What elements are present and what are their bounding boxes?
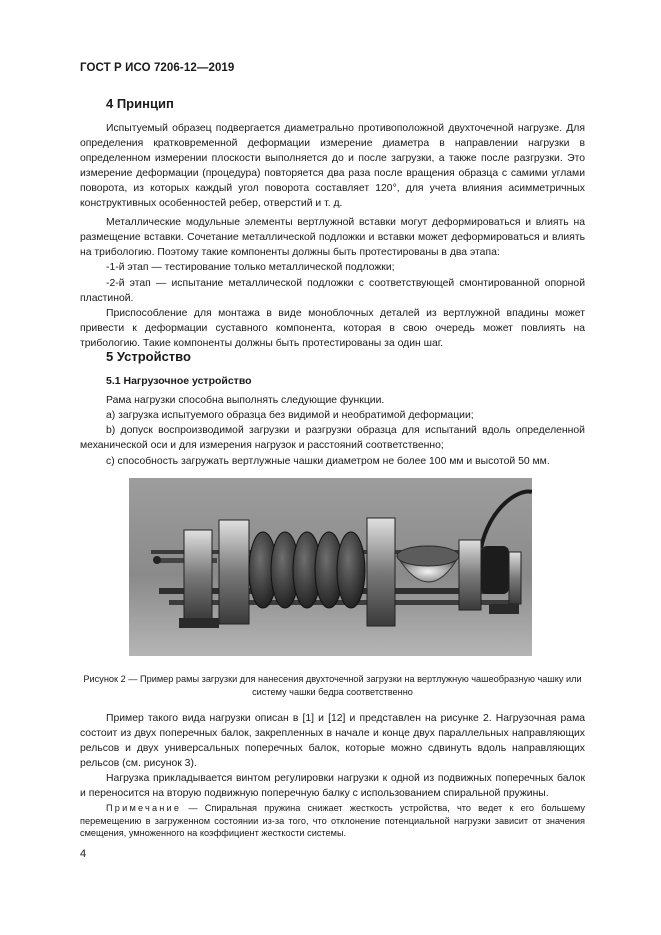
- paragraph: Испытуемый образец подвергается диаметрально противоположной двухточечной нагрузке. Для определения кратковременной деформации измерение диаметра в направлении нагрузки в определенном измерении плоскости выполняется до и после загрузки, а также после разгрузки. Это измерение деформации (процедура) повторяется два раза после вращения образца с самими углами поворота, из которых каждый угол поворота составляет 120°, для учета влияния асимметричных конструктивных особенностей ребер, отверстий и т. д.: [80, 123, 585, 210]
- list-item: -1-й этап — тестирование только металлической подложки;: [106, 262, 395, 273]
- figure-caption: Рисунок 2 — Пример рамы загрузки для нанесения двухточечной загрузки на вертлужную чашеобразную чашку или систему чашки бедра соответственно: [83, 674, 582, 697]
- paragraph: Рама нагрузки способна выполнять следующие функции.: [106, 395, 385, 406]
- section-5-title: 5 Устройство: [106, 349, 191, 364]
- paragraph: Приспособление для монтажа в виде моноблочных деталей из вертлужной впадины может привести к деформации суставного компонента, которая в свою очередь может повлиять на трибологию. Такие компоненты должны быть протестированы за один шаг.: [80, 308, 585, 350]
- section-4-title: 4 Принцип: [106, 96, 174, 111]
- paragraph: Нагрузка прикладывается винтом регулировки нагрузки к одной из подвижных поперечных балок и переносится на вторую подвижную поперечную балку с использованием спиральной пружины.: [80, 773, 585, 800]
- list-item: a) загрузка испытуемого образца без видимой и необратимой деформации;: [106, 410, 474, 421]
- note-text: — Спиральная пружина снижает жесткость устройства, что ведет к его большему перемещению в загруженном состоянии из-за того, что отклонение потенциальной нагрузки зависит от значения смещения, умноженного на коэффициент жесткости системы.: [80, 803, 585, 839]
- note: [80, 802, 585, 840]
- paragraph: Металлические модульные элементы вертлужной вставки могут деформироваться и влиять на размещение вставки. Сочетание металлической подложки и вставки может деформироваться и влиять на трибологию. Поэтому такие компоненты должны быть протестированы в два этапа:: [80, 217, 585, 259]
- subsection-5-1-title: 5.1 Нагрузочное устройство: [106, 375, 252, 387]
- loading-frame-photo: [129, 478, 532, 656]
- list-item: c) способность загружать вертлужные чашки диаметром не более 100 мм и высотой 50 мм.: [106, 456, 550, 467]
- list-item: b) допуск воспроизводимой загрузки и разгрузки образца для испытаний вдоль определенной механической оси и для измерения нагрузок и расстояний соответственно;: [80, 425, 585, 452]
- document-header: ГОСТ Р ИСО 7206-12—2019: [80, 62, 235, 74]
- list-item: -2-й этап — испытание металлической подложки с соответствующей смонтированной опорной пластиной.: [80, 278, 585, 305]
- page-number: 4: [80, 848, 87, 860]
- paragraph: Пример такого вида нагрузки описан в [1] и [12] и представлен на рисунке 2. Нагрузочная рама состоит из двух поперечных балок, закрепленных в начале и конце двух параллельных направляющих рельсов и двух универсальных поперечных балок, которые можно сдвинуть вдоль направляющих рельсов (см. рисунок 3).: [80, 713, 585, 770]
- note-label: Примечание: [106, 803, 182, 813]
